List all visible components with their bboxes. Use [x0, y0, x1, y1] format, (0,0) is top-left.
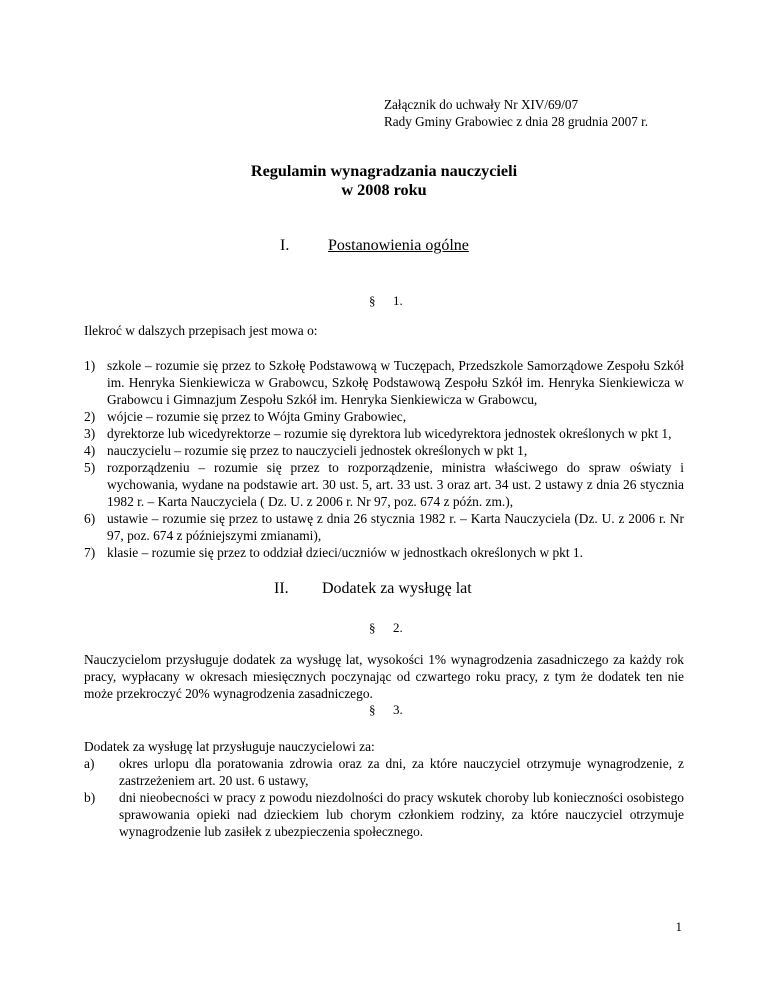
annex-note — [384, 96, 648, 130]
section-1-heading: Postanowienia ogólne — [328, 237, 469, 254]
paragraph-3-number: 3. — [393, 702, 403, 717]
page-number: 1 — [675, 919, 682, 934]
list-item: 1) szkole – rozumie się przez to Szkołę Podstawową w Tuczępach, Przedszkole Samorządowe Zespołu Szkół im. Henryka Sienkiewicza w Grabowcu, Szkołę Podstawową Zespołu Szkół im. Henryka Sienkiewicza w Grabowcu i Gimnazjum Zespołu Szkół im. Henryka Sienkiewicza w Grabowcu, — [84, 358, 684, 407]
list-item: b) dni nieobecności w pracy z powodu niezdolności do pracy wskutek choroby lub konieczności osobistego sprawowania opieki nad dzieckiem lub chorym członkiem rodziny, za które nauczyciel otrzymuje wynagrodzenie lub zasiłek z ubezpieczenia społecznego. — [84, 790, 684, 839]
section-1-number: I. — [280, 237, 290, 254]
title-line-2: w 2008 roku — [341, 181, 427, 199]
title-line-1: Regulamin wynagradzania nauczycieli — [250, 162, 518, 180]
annex-line-2: Rady Gminy Grabowiec z dnia 28 grudnia 2007 r. — [384, 114, 649, 129]
paragraph-2-number: 2. — [393, 620, 403, 635]
annex-line-1: Załącznik do uchwały Nr XIV/69/07 — [384, 97, 579, 112]
paragraph-2-text: Nauczycielom przysługuje dodatek za wysługę lat, wysokości 1% wynagrodzenia zasadniczego za każdy rok pracy, wypłacany w okresach miesięcznych poczynając od czwartego roku pracy, z tym że dodatek ten nie może przekroczyć 20% wynagrodzenia zasadniczego. — [84, 652, 684, 701]
list-item: 6) ustawie – rozumie się przez to ustawę z dnia 26 stycznia 1982 r. – Karta Nauczyciela (Dz. U. z 2006 r. Nr 97, poz. 674 z późniejszymi zmianami), — [84, 511, 684, 543]
document-title — [0, 162, 768, 200]
paragraph-2-sign: § — [369, 620, 376, 635]
definitions-intro: Ilekroć w dalszych przepisach jest mowa o: — [84, 323, 318, 338]
section-2-heading: Dodatek za wysługę lat — [322, 580, 472, 597]
list-item: 5) rozporządzeniu – rozumie się przez to rozporządzenie, ministra właściwego do spraw oświaty i wychowania, wydane na podstawie art. 30 ust. 5, art. 33 ust. 3 oraz art. 34 ust. 2 ustawy z dnia 26 stycznia 1982 r. – Karta Nauczyciela ( Dz. U. z 2006 r. Nr 97, poz. 674 z późn. zm.), — [84, 460, 684, 509]
list-item: a) okres urlopu dla poratowania zdrowia oraz za dni, za które nauczyciel otrzymuje wynagrodzenie, z zastrzeżeniem art. 20 ust. 6 ustawy, — [84, 756, 684, 788]
definitions-list — [84, 357, 684, 561]
paragraph-3-sign: § — [369, 702, 376, 717]
list-item: 2) wójcie – rozumie się przez to Wójta Gminy Grabowiec, — [84, 409, 407, 424]
paragraph-3-body — [84, 738, 684, 840]
list-item: 4) nauczycielu – rozumie się przez to nauczycieli jednostek określonych w pkt 1, — [84, 443, 528, 458]
section-2-number: II. — [274, 580, 289, 597]
paragraph-3-intro: Dodatek za wysługę lat przysługuje nauczycielowi za: — [84, 739, 375, 754]
list-item: 3) dyrektorze lub wicedyrektorze – rozumie się dyrektora lub wicedyrektora jednostek określonych w pkt 1, — [84, 426, 672, 441]
paragraph-1-sign: § — [369, 293, 376, 308]
paragraph-1-number: 1. — [393, 293, 403, 308]
list-item: 7) klasie – rozumie się przez to oddział dzieci/uczniów w jednostkach określonych w pkt 1. — [84, 545, 583, 560]
